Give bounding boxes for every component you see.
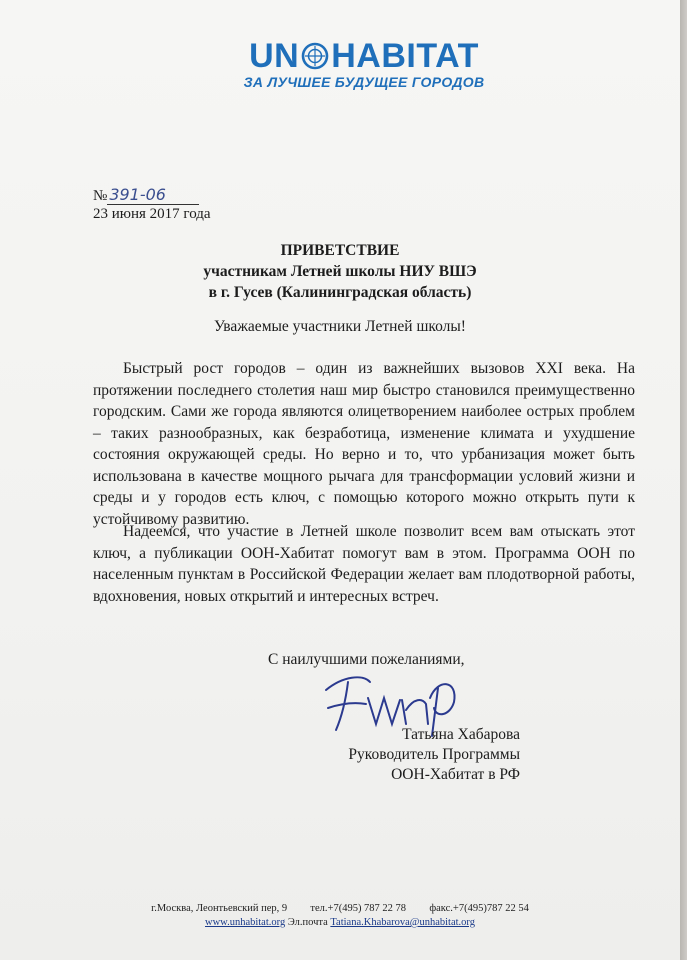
footer-contacts-line xyxy=(0,902,680,916)
heading-recipients: участникам Летней школы НИУ ВШЭ xyxy=(203,263,477,280)
footer-email-label: Эл.почта xyxy=(287,917,328,928)
footer-web-line xyxy=(0,916,680,930)
heading-location: в г. Гусев (Калининградская область) xyxy=(208,284,472,301)
letter-footer xyxy=(0,902,680,930)
signer-name: Татьяна Хабарова xyxy=(402,726,520,743)
letter-heading xyxy=(0,240,680,303)
heading-title: ПРИВЕТСТВИЕ xyxy=(280,242,400,259)
signer-organization: ООН-Хабитат в РФ xyxy=(391,766,520,783)
closing-phrase: С наилучшими пожеланиями, xyxy=(268,651,465,668)
letterhead-logo xyxy=(0,38,680,90)
reference-number xyxy=(93,186,199,205)
body-paragraph-2: Надеемся, что участие в Летней школе позволит всем вам отыскать этот ключ, а публикации ООН-Хабитат помогут вам в этом. Программа ООН по населенным пунктам в Российской Федерации желает вам плодотворной работы, вдохновения, новых открытий и интересных встреч. xyxy=(93,523,635,605)
footer-website-link[interactable]: www.unhabitat.org xyxy=(205,917,286,928)
letter-date: 23 июня 2017 года xyxy=(93,206,211,222)
un-habitat-logo xyxy=(249,38,479,74)
salutation: Уважаемые участники Летней школы! xyxy=(214,318,466,335)
footer-email-link[interactable]: Tatiana.Khabarova@unhabitat.org xyxy=(330,917,475,928)
footer-phone: тел.+7(495) 787 22 78 xyxy=(310,903,407,914)
logo-habitat-text: HABITAT xyxy=(331,37,479,75)
page-edge-background xyxy=(680,0,687,960)
signer-block xyxy=(270,725,520,785)
logo-un-text: UN xyxy=(249,37,300,75)
reference-prefix: № xyxy=(93,188,108,204)
logo-tagline: ЗА ЛУЧШЕЕ БУДУЩЕЕ ГОРОДОВ xyxy=(243,74,485,90)
footer-address: г.Москва, Леонтьевский пер, 9 xyxy=(151,903,288,914)
un-emblem-icon xyxy=(301,42,329,70)
footer-fax: факс.+7(495)787 22 54 xyxy=(429,903,529,914)
reference-handwritten-number: 391-06 xyxy=(107,186,199,205)
signer-title: Руководитель Программы xyxy=(348,746,520,763)
body-paragraph-1: Быстрый рост городов – один из важнейших вызовов XXI века. На протяжении последнего столетия наш мир быстро становился преимущественно городским. Сами же города являются олицетворением наиболее острых проблем – таких разнообразных, как безработица, изменение климата и ухудшение состояния окружающей среды. Но верно и то, что урбанизация может быть использована в качестве мощного рычага для трансформации условий жизни и среды и у городов есть ключ, с помощью которого можно открыть пути к устойчивому развитию. xyxy=(93,360,635,528)
